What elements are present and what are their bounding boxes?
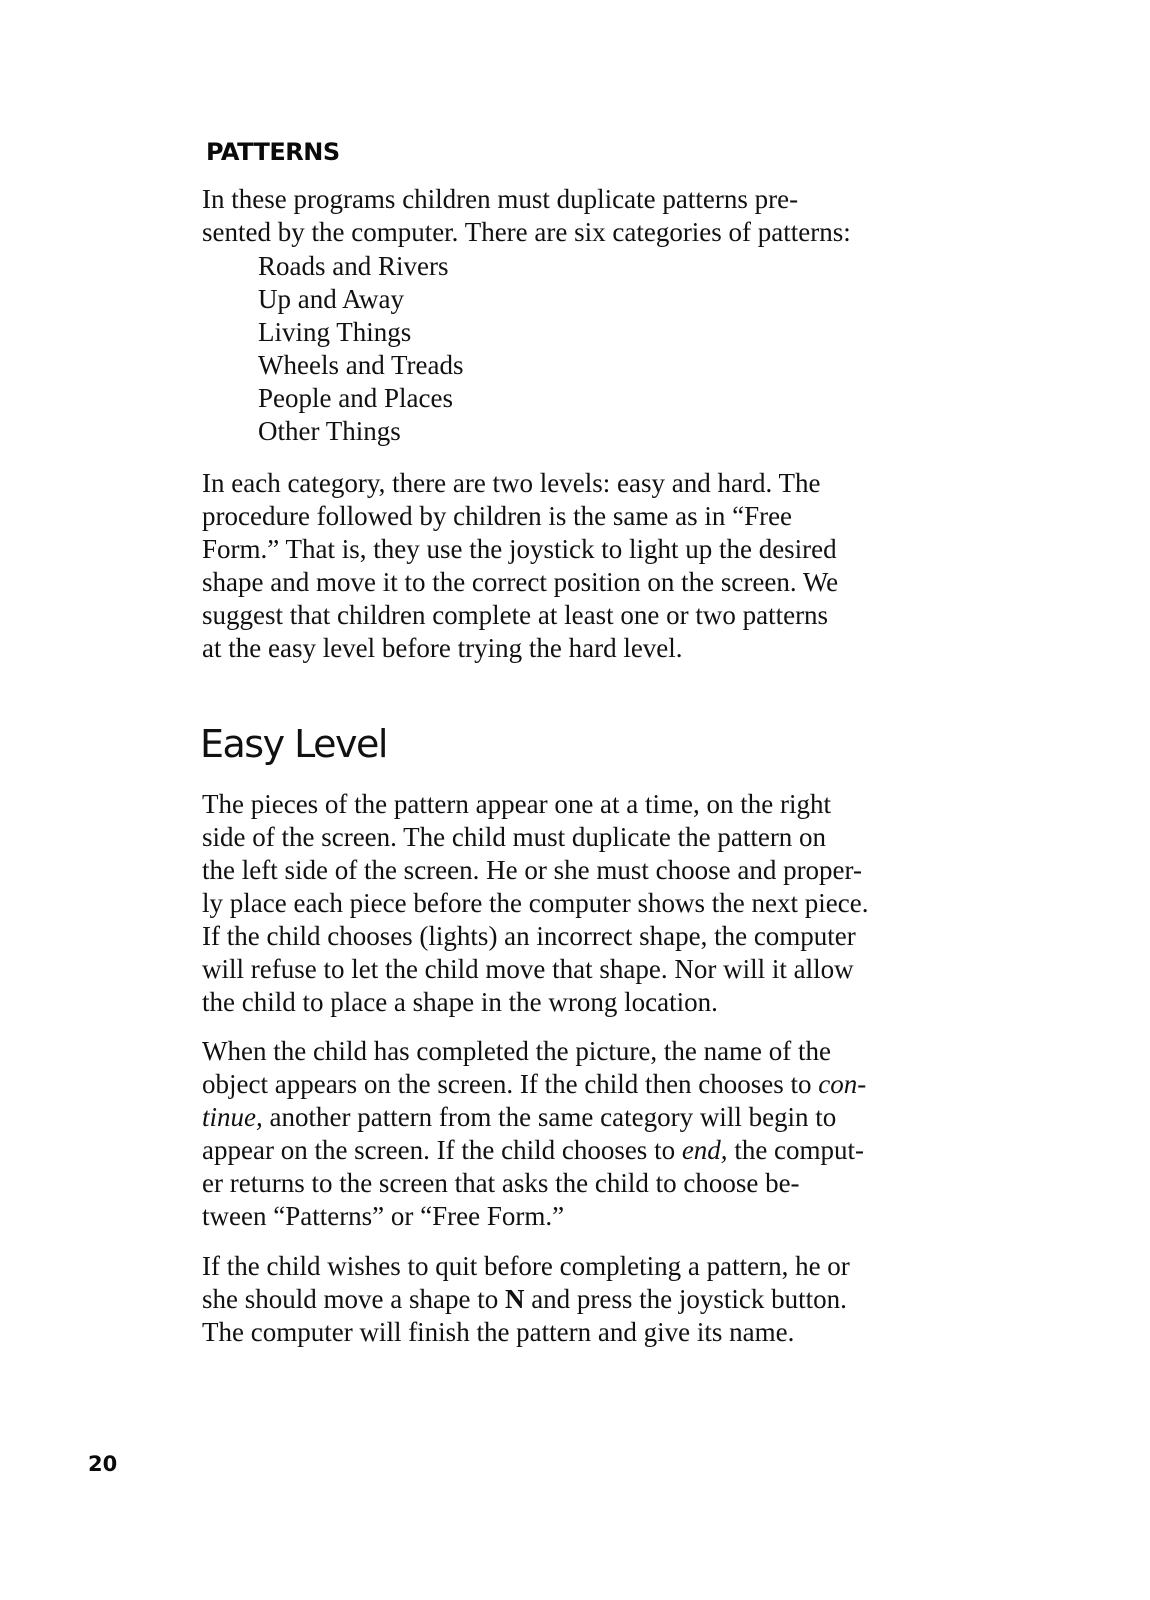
- emphasis-end: end,: [681, 1135, 728, 1165]
- text-line: will refuse to let the child move that shape. Nor will it allow: [202, 954, 854, 984]
- text-run: the comput-: [727, 1135, 865, 1165]
- text-run: another pattern from the same category will begin to: [262, 1102, 837, 1132]
- category-item: Up and Away: [258, 284, 404, 314]
- text-line: When the child has completed the picture, the name of the: [202, 1036, 832, 1066]
- text-line: The pieces of the pattern appear one at a time, on the right: [202, 789, 831, 819]
- category-list: [258, 250, 463, 448]
- text-run: and press the joystick button.: [524, 1284, 847, 1314]
- bold-n: N: [504, 1284, 525, 1314]
- category-item: Wheels and Treads: [258, 350, 464, 380]
- easy-level-paragraph-3: [202, 1250, 992, 1349]
- section-title: PATTERNS: [206, 138, 340, 166]
- text-line: ly place each piece before the computer shows the next piece.: [202, 888, 869, 918]
- text-run: object appears on the screen. If the child then chooses to: [202, 1069, 819, 1099]
- text-line: sented by the computer. There are six categories of patterns:: [202, 217, 851, 247]
- text-line: side of the screen. The child must duplicate the pattern on: [202, 822, 827, 852]
- category-item: Other Things: [258, 416, 401, 446]
- text-line: suggest that children complete at least one or two patterns: [202, 600, 829, 630]
- text-line: the left side of the screen. He or she must choose and proper-: [202, 855, 862, 885]
- page-number: 20: [88, 1452, 118, 1476]
- text-line: the child to place a shape in the wrong location.: [202, 987, 718, 1017]
- category-item: Roads and Rivers: [258, 251, 449, 281]
- text-run: she should move a shape to: [202, 1284, 505, 1314]
- text-line: [202, 1101, 992, 1134]
- text-line: [202, 1134, 992, 1167]
- emphasis-continue: tinue,: [202, 1102, 263, 1132]
- text-line: [202, 1283, 992, 1316]
- text-line: at the easy level before trying the hard level.: [202, 633, 683, 663]
- text-line: If the child chooses (lights) an incorrect shape, the computer: [202, 921, 856, 951]
- text-line: shape and move it to the correct position on the screen. We: [202, 567, 839, 597]
- text-line: procedure followed by children is the same as in “Free: [202, 501, 793, 531]
- text-line: In each category, there are two levels: easy and hard. The: [202, 468, 821, 498]
- easy-level-heading: Easy Level: [200, 722, 387, 766]
- text-line: tween “Patterns” or “Free Form.”: [202, 1201, 565, 1231]
- levels-paragraph: [202, 467, 992, 665]
- text-line: In these programs children must duplicate patterns pre-: [202, 184, 799, 214]
- text-line: [202, 1068, 992, 1101]
- text-run: appear on the screen. If the child chooses to: [202, 1135, 682, 1165]
- text-line: Form.” That is, they use the joystick to light up the desired: [202, 534, 837, 564]
- text-line: If the child wishes to quit before completing a pattern, he or: [202, 1251, 850, 1281]
- category-item: People and Places: [258, 383, 453, 413]
- category-item: Living Things: [258, 317, 412, 347]
- easy-level-paragraph-2: [202, 1035, 992, 1233]
- text-line: The computer will finish the pattern and give its name.: [202, 1317, 795, 1347]
- easy-level-paragraph-1: [202, 788, 992, 1019]
- intro-paragraph: [202, 183, 992, 249]
- text-line: er returns to the screen that asks the child to choose be-: [202, 1168, 800, 1198]
- emphasis-continue: con-: [818, 1069, 867, 1099]
